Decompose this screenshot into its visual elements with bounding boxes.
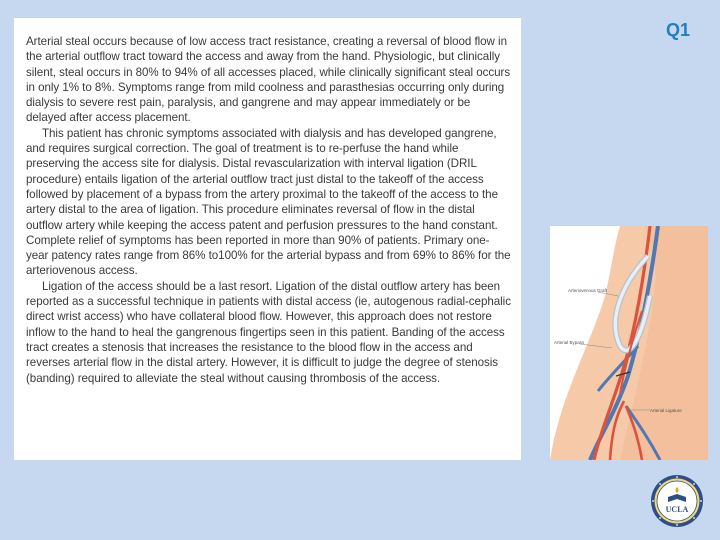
ucla-seal-logo: [650, 474, 704, 528]
logo-text: UCLA: [665, 505, 689, 514]
paragraph-2: This patient has chronic symptoms associated with dialysis and has developed gangrene, and requires surgical correction. The goal of treatment is to re-perfuse the hand while preserving the access site for dialysis. Distal revascularization with interval ligation (DRIL procedure) entails ligation of the arterial outflow tract just distal to the takeoff of the access followed by placement of a bypass from the artery proximal to the takeoff of the access to the artery distal to the area of ligation. This procedure eliminates reversal of flow in the distal outflow artery while keeping the access patent and perfusion pressures to the hand constant. Complete relief of symptoms has been reported in more than 90% of patients. Primary one-year patency rates range from 86% to100% for the arterial bypass and from 69% to 86% for the arteriovenous access.: [26, 126, 511, 278]
slide-label: Q1: [665, 20, 690, 40]
explanation-text-box: [14, 18, 521, 460]
label-ligature: Arterial Ligature: [650, 408, 682, 413]
paragraph-1: Arterial steal occurs because of low access tract resistance, creating a reversal of blood flow in the arterial outflow tract toward the access and away from the hand. Physiologic, but clinically silent, steal occurs in 80% to 94% of all accesses placed, while clinically significant steal occurs in only 1% to 8%. Symptoms range from mild coolness and parasthesias occurring only during dialysis to severe rest pain, paralysis, and gangrene and may appear immediately or be delayed after access placement.: [26, 35, 511, 125]
arm-diagram: [550, 226, 708, 460]
label-bypass: Arterial Bypass: [554, 340, 585, 345]
arm-illustration: [550, 226, 708, 460]
label-access: Arteriovenous Graft: [568, 288, 608, 293]
paragraph-3: Ligation of the access should be a last resort. Ligation of the distal outflow artery has been reported as a successful technique in patients with distal access (ie, autogenous radial-cephalic direct wrist access) who have collateral blood flow. However, this approach does not restore inflow to the hand to heal the gangrenous fingertips seen in this patient. Banding of the access tract creates a stenosis that increases the resistance to the blood flow in the access and reverses arterial flow in the distal artery. However, it is difficult to judge the degree of stenosis (banding) required to alleviate the steal without causing thrombosis of the access.: [26, 279, 511, 385]
